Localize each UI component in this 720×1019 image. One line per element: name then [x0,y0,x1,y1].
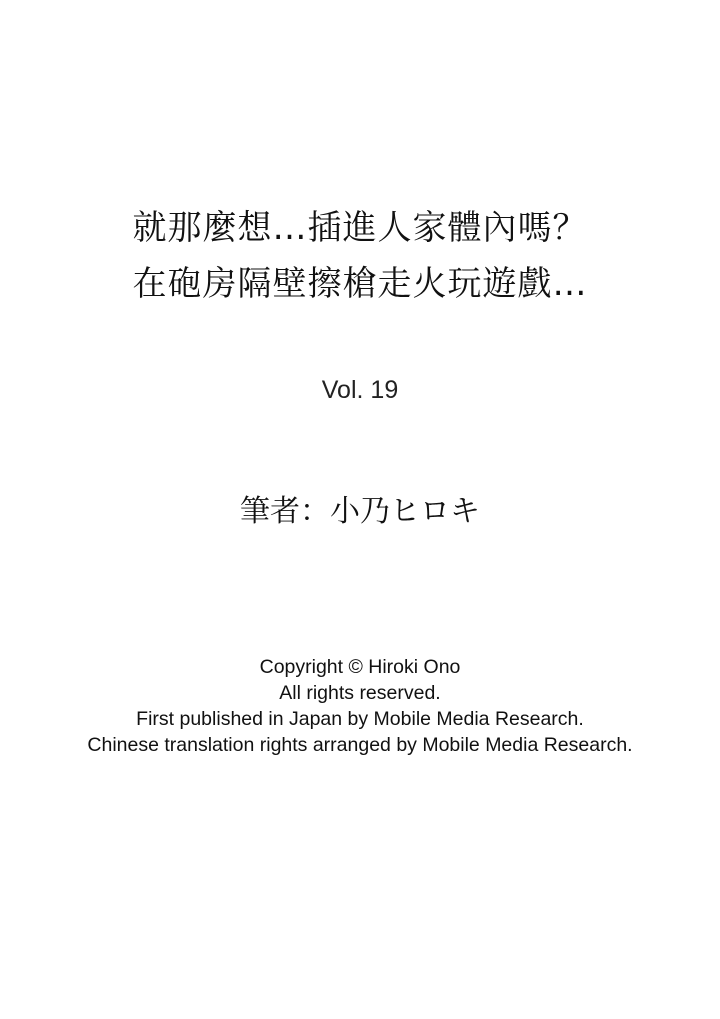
copyright-line-4: Chinese translation rights arranged by Mobile Media Research. [87,734,633,756]
title-line-1: 就那麼想…插進人家體內嗎？ [132,208,588,248]
volume-label: Vol. 19 [321,376,399,404]
copyright-line-1: Copyright © Hiroki Ono [259,656,461,678]
title-line-2: 在砲房隔壁擦槍走火玩遊戲… [132,264,588,304]
copyright-line-2: All rights reserved. [279,682,441,704]
title-block [0,200,720,312]
author-credit: 筆者：小乃ヒロキ [240,494,480,529]
copyright-line-3: First published in Japan by Mobile Media Research. [136,708,584,730]
copyright-notice [0,654,720,758]
